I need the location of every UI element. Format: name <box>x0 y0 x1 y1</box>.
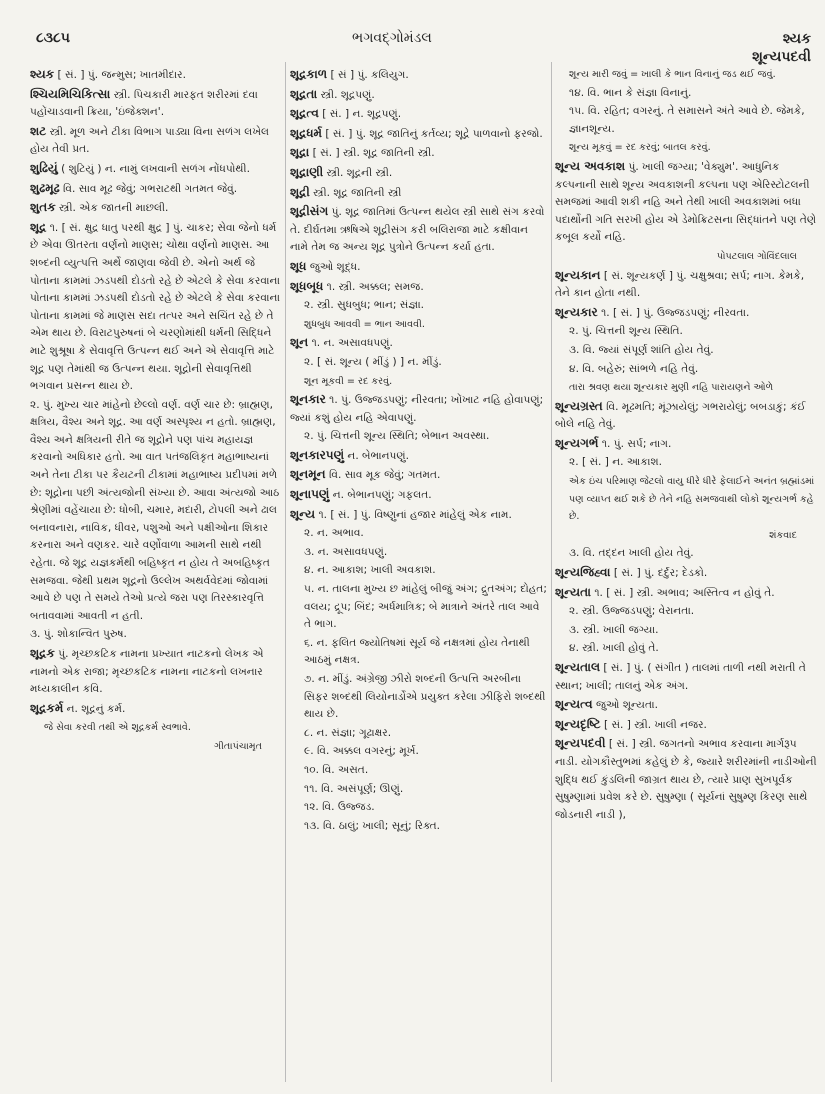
definition-text: શૂન મૂકવી = રદ કરવું. <box>304 375 393 387</box>
guide-words <box>752 30 811 66</box>
dictionary-entry <box>555 696 817 715</box>
dictionary-entry <box>290 334 548 353</box>
definition-text: ૪. ન. આકાશ; ખાલી અવકાશ. <box>304 564 436 577</box>
headword: શૂધબૂધ <box>290 278 324 293</box>
headword: શૂન્યપદવી <box>555 736 606 751</box>
dictionary-entry <box>30 719 282 737</box>
definition-text: વિ. સાવ મૂઢ જેવું; ગભરાટથી ગતમત જેવું. <box>59 182 238 195</box>
definition-text: એક ઇંચ પરિમાણ જેટલો વાયુ ધીરે ધીરે ફેલાઈને અનંત બ્રહ્માંડમાં પણ વ્યાપ્ત થઈ શકે છે તેને નહિ સમજવાથી લોકો શૂન્યગર્ભ કહે છે. <box>569 476 815 523</box>
dictionary-entry <box>290 562 548 580</box>
headword: શૂદ્રધર્મ <box>290 125 323 140</box>
dictionary-entry <box>30 123 282 159</box>
definition-text: [ સં. ] ન. શૂદ્રપણું. <box>318 108 402 121</box>
dictionary-entry <box>290 725 548 743</box>
definition-text: ૧. સ્ત્રી. અક્કલ; સમજ. <box>323 280 424 293</box>
definition-text: પું. ખાલી જગ્યા; 'વેક્યુમ'. આધુનિક કલ્પનાની સાથે શૂન્ય અવકાશની કલ્પના પણ એરિસ્ટોટલની સમજમાં આવી શકી નહિ અને તેથી ખાલી અવકાશમાં બધા પદાર્થોની ગતિ સરખી હોય એ ડેમોક્રિટસના સિદ્ધાંતને પણ તેણે કબૂલ કર્યો નહિ. <box>555 160 817 244</box>
dictionary-entry <box>555 584 817 603</box>
definition-text: ૧૧. વિ. અસંપૂર્ણ; ઊણું. <box>304 782 404 795</box>
dictionary-entry <box>30 66 282 85</box>
column-1 <box>30 66 282 1086</box>
definition-text: શુધબુધ આવવી = ભાન આવવી. <box>304 318 425 330</box>
dictionary-entry <box>290 799 548 817</box>
dictionary-entry <box>290 278 548 297</box>
headword: શૂન્યદૃષ્ટિ <box>555 716 601 731</box>
dictionary-entry <box>555 454 817 472</box>
headword: શૂનકારપણું <box>290 447 345 462</box>
definition-text: વિ. સાવ મૂક જેવું; ગતમત. <box>325 469 441 482</box>
definition-text: ૩. વિ. જ્યાં સંપૂર્ણ શાંતિ હોય તેવું. <box>569 343 714 356</box>
definition-text: ન. બેભાનપણું. <box>344 449 410 462</box>
dictionary-entry <box>555 361 817 379</box>
guide-word-last: શૂન્યપદવી <box>752 49 811 65</box>
headword: શૂનકાર <box>290 392 326 407</box>
headword: શૂન્યજિહ્વા <box>555 565 611 580</box>
dictionary-entry <box>290 66 548 85</box>
definition-text: જુઓ શૂદ્ધ. <box>306 260 361 273</box>
dictionary-entry <box>30 199 282 218</box>
definition-text: [ સં. ] સ્ત્રી. શૂદ્ર જાતિની સ્ત્રી. <box>309 147 435 160</box>
dictionary-entry <box>290 506 548 525</box>
dictionary-entry <box>555 398 817 434</box>
dictionary-entry <box>30 86 282 122</box>
dictionary-entry <box>555 342 817 360</box>
definition-text: શંકવાદ <box>769 529 797 541</box>
headword: શૂદ્રાણી <box>290 164 324 179</box>
headword: શૂદ્રત્વ <box>290 106 319 121</box>
definition-text: ૨. પું. ચિત્તની શૂન્ય સ્થિતિ. <box>569 325 683 338</box>
dictionary-entry <box>290 743 548 761</box>
definition-text: ૯. વિ. અક્કલ વગરનું; મૂર્ખ. <box>304 745 419 758</box>
definition-text: પોપટલાલ ગોવિંદલાલ <box>716 250 797 262</box>
headword: શૂધ <box>290 258 307 273</box>
dictionary-entry <box>290 373 548 391</box>
headword: શૂદ્ર <box>30 219 47 234</box>
headword: શૂન્યત્વ <box>555 697 593 712</box>
definition-text: ૮. ન. સંજ્ઞા; ગૂઢાક્ષર. <box>304 726 392 739</box>
headword: શૂન્ય અવકાશ <box>555 158 626 173</box>
dictionary-entry <box>30 397 282 626</box>
dictionary-entry <box>290 581 548 634</box>
headword: શ્ચિયમિચિકિત્સા <box>30 86 111 101</box>
dictionary-entry <box>290 818 548 836</box>
headword: શૂન્યતા <box>555 584 591 599</box>
definition-text: વિ. મૂઢમતિ; મૂંઝાયેલું; ગભરાયેલું; બબડાકું; કંઈ બોલે નહિ તેવું. <box>555 400 806 431</box>
dictionary-entry <box>30 626 282 644</box>
dictionary-entry <box>290 354 548 372</box>
headword: શૂદ્રક <box>30 646 55 660</box>
definition-text: ૨. પું. મુખ્ય ચાર માંહેનો છેલ્લો વર્ણ. વર્ણ ચાર છે: બ્રાહ્મણ, ક્ષત્રિય, વૈશ્ય અને શૂદ્ર. આ વર્ણ અસ્પૃશ્ય ન હતો. બ્રાહ્મણ, વૈશ્ય અને ક્ષત્રિયની રીતે જ શૂદ્રોને પણ પાંચ મહાયજ્ઞ કરવાનો અધિકાર હતો. આ વાત પતંજલિકૃત મહાભાષ્યનાં અને તેના ટીકા પર કૈયટની ટીકામાં મહાભાષ્ય પ્રદીપમાં મળે છે: શૂદ્રોના પછી અંત્યજોની સંખ્યા છે. આવા અંત્યજો આઠ શ્રેણીમાં વહેંચાયા છે: ધોબી, ચમાર, મદારી, ટોપલી અને ઢાલ બનાવનારા, નાવિક, ધીવર, પશુઓ અને પક્ષીઓના શિકાર કરનારા અને વણકર. ચારે વર્ણોવાળા આમની સાથે નથી રહેતા. જે શૂદ્ર યજ્ઞકર્મથી બહિષ્કૃત ન હોય તે અબહિષ્કૃત સમજવા. જેથી પ્રથમ શૂદ્રનો ઉલ્લેખ અથર્વવેદમાં જોવામાં આવે છે પણ તે સમયે તેઓ પ્રત્યે જરા પણ તિરસ્કારવૃત્તિ બતાવવામાં આવતી ન હતી. <box>30 398 280 622</box>
dictionary-entry <box>555 304 817 323</box>
definition-text: ૧. ન. અસાવધપણું. <box>308 337 393 350</box>
page-number: ૮૩૮૫ <box>36 30 70 46</box>
dictionary-entry <box>555 158 817 247</box>
definition-text: ૨. [ સં. શૂન્ય ( મીંડું ) ] ન. મીંડું. <box>304 355 442 368</box>
column-divider <box>551 62 552 1082</box>
definition-text: સ્ત્રી. એક જાતની માછલી. <box>55 202 169 215</box>
definition-text: ૧. [ સં. ક્ષુદ્ર ધાતુ પરથી ક્ષુદ્ર ] પું. ચાકર; સેવા જેનો ધર્મ છે એવા ઊતરતા વર્ણનો માણસ; ચોથા વર્ણનો માણસ. આ શબ્દની વ્યુત્પત્તિ અર્થે જાણવા જેવી છે. એનો અર્થ જે પોતાના કામમાં ઝડપથી દોડતો રહે છે એટલે કે સેવા કરવાના પોતાના કામમાં ઝડપથી દોડતો રહે છે એટલે કે સેવા કરવાના પોતાના કામમાં જે માણસ સદા તત્પર અને સચિંત રહે છે તે એમ થાય છે. વિરાટપુરુષનાં બે ચરણોમાંથી ધર્મની સિદ્ધિને માટે શુશ્રૂષા કે સેવાવૃત્તિ ઉત્પન્ન થઈ અને એ સેવાવૃત્તિ માટે શૂદ્ર પણ તેમાંથી જ ઉત્પન્ન થયા. શૂદ્રોની સેવાવૃત્તિથી ભગવાન પ્રસન્ન થાય છે. <box>30 221 281 393</box>
dictionary-entry <box>555 473 817 526</box>
definition-text: જુઓ શૂન્યતા. <box>592 699 658 712</box>
headword: શૂન્ય <box>290 506 316 521</box>
definition-text: ન. બેભાનપણું; ગફલત. <box>329 489 432 502</box>
dictionary-entry <box>290 86 548 105</box>
definition-text: ૩. વિ. તદ્દન ખાલી હોય તેવું. <box>569 547 694 560</box>
dictionary-entry <box>290 762 548 780</box>
definition-text: સ્ત્રી. મૂળ અને ટીકા વિભાગ પાડ્યા વિના સળંગ લખેલ હોય તેવી પ્રત. <box>30 125 270 156</box>
dictionary-entry <box>30 645 282 699</box>
definition-text: જે સેવા કરવી તથી એ શૂદ્રકર્મ સ્વભાવે. <box>44 722 191 734</box>
definition-text: ૨. [ સં. ] ન. આકાશ. <box>569 456 662 469</box>
definition-text: સ્ત્રી. શૂદ્રની સ્ત્રી. <box>323 166 393 179</box>
definition-text: ૩. પું. શોકાન્વિત પુરુષ. <box>30 628 127 641</box>
dictionary-entry <box>290 144 548 163</box>
dictionary-entry <box>30 219 282 396</box>
dictionary-entry <box>30 180 282 199</box>
headword: શુઢમૂઢ <box>30 180 60 195</box>
dictionary-entry <box>290 203 548 257</box>
definition-text: ૨. ન. અભાવ. <box>304 527 364 540</box>
headword: શૂદ્રી <box>290 184 310 199</box>
dictionary-entry <box>555 716 817 735</box>
dictionary-entry <box>290 544 548 562</box>
headword: શૂનમૂન <box>290 467 326 482</box>
headword: શુતક <box>30 200 56 215</box>
headword: શૂનાપણું <box>290 487 330 502</box>
definition-text: [ સં. ] પું. દર્દુર; દેડકો. <box>610 567 708 580</box>
dictionary-entry <box>290 258 548 277</box>
guide-word-first: શ્યક <box>782 31 811 47</box>
definition-text: સ્ત્રી. શૂદ્ર જાતિની સ્ત્રી <box>309 186 402 199</box>
dictionary-entry <box>290 486 548 505</box>
dictionary-entry <box>290 391 548 427</box>
dictionary-entry <box>290 428 548 446</box>
definition-text: [ સં ] પું. કલિયુગ. <box>327 69 409 81</box>
dictionary-entry <box>30 700 282 719</box>
dictionary-entry <box>555 379 817 397</box>
headword: શૂદ્રકાળ <box>290 67 328 81</box>
definition-text: ૧. [ સં. ] સ્ત્રી. અભાવ; અસ્તિત્વ ન હોવું તે. <box>591 586 775 599</box>
dictionary-entry <box>555 603 817 621</box>
definition-text: શૂન્ય મૂકવું = રદ કરવું; બાતલ કરવું. <box>569 142 711 154</box>
dictionary-entry <box>555 85 817 103</box>
definition-text: ૧. પું. ઉજ્જડપણું; નીરવતા; ખોંખાટ નહિ હોવાપણું; જ્યાં કશું હોય નહિ એવાપણું. <box>290 394 544 424</box>
dictionary-entry <box>555 267 817 303</box>
definition-text: ૨. સ્ત્રી. સુધબુધ; ભાન; સંજ્ઞા. <box>304 299 425 312</box>
definition-text: ૧૦. વિ. અસત. <box>304 763 369 776</box>
dictionary-entry <box>290 447 548 466</box>
definition-text: ન. શૂદ્રનું કર્મ. <box>63 702 126 715</box>
definition-text: ૪. વિ. બહેરું; સાંભળે નહિ તેવું. <box>569 362 699 375</box>
dictionary-entry <box>555 527 817 545</box>
definition-text: ૧. [ સં. ] પું. ઉજ્જડપણું; નીરવતા. <box>597 306 750 319</box>
dictionary-entry <box>555 435 817 454</box>
definition-text: શૂન્ય મારી જવું = ખાલી કે ભાન વિનાનું જડ થઈ જવું. <box>569 69 776 80</box>
definition-text: ૪. સ્ત્રી. ખાલી હોવું તે. <box>569 642 659 655</box>
dictionary-entry <box>290 635 548 670</box>
dictionary-entry <box>555 640 817 658</box>
definition-text: સ્ત્રી. પિચકારી મારફત શરીરમાં દવા પહોંચાડવાની ક્રિયા, 'ઇંજેક્શન'. <box>30 88 258 119</box>
dictionary-entry <box>555 323 817 341</box>
definition-text: ૧૨. વિ. ઉજ્જડ. <box>304 801 375 814</box>
headword: શુઢિયું <box>30 160 58 175</box>
headword: શટ <box>30 123 47 138</box>
definition-text: ૭. ન. મીંડું. અંગ્રેજી ઝીરો શબ્દની ઉત્પત્તિ અરબીના સિફર શબ્દથી લિયોનાર્ડોએ પ્રયુક્ત કરેલા ઝીફિરો શબ્દથી થાય છે. <box>304 673 546 721</box>
definition-text: ૬. ન. ફલિત જ્યોતિષમાં સૂર્ય જે નક્ષત્રમાં હોય તેનાથી આઠમું નક્ષત્ર. <box>304 636 530 667</box>
headword: શૂન્યકાર <box>555 304 598 319</box>
definition-text: પું. મૃચ્છકટિક નામના પ્રખ્યાત નાટકનો લેખક એ નામનો એક રાજા; મૃચ્છકટિક નામના નાટકનો લખનાર મધ્યકાલીન કવિ. <box>30 648 264 696</box>
dictionary-entry <box>555 622 817 640</box>
dictionary-entry <box>30 738 282 756</box>
running-title: ભગવદ્ગોમંડલ <box>352 30 432 46</box>
headword: શૂન <box>290 335 309 350</box>
headword: શૂન્યગર્ભ <box>555 435 599 450</box>
headword: શૂદ્રકર્મ <box>30 700 64 715</box>
definition-text: ૨. સ્ત્રી. ઉજ્જડપણું; વેરાનતા. <box>569 605 695 618</box>
definition-text: ૧૫. વિ. રહિત; વગરનું. તે સમાસને અંતે આવે છે. જેમકે, જ્ઞાનશૂન્ય. <box>569 105 805 135</box>
definition-text: ૧. [ સં. ] પું. વિષ્ણુનાં હજાર માંહેલું એક નામ. <box>315 508 512 521</box>
definition-text: તારા શ્રવણ થયા શૂન્યકાર મુણી નહિ પારાયણને ઓળે <box>569 382 774 394</box>
dictionary-entry <box>290 781 548 799</box>
dictionary-entry <box>555 545 817 563</box>
definition-text: [ સં. ] સ્ત્રી. ખાલી નજર. <box>600 718 707 731</box>
definition-text: [ સં. ] પું. જન્મુસ; ખાતમીદાર. <box>54 69 186 81</box>
dictionary-entry <box>290 184 548 203</box>
dictionary-entry <box>555 564 817 583</box>
dictionary-entry <box>290 105 548 124</box>
headword: શૂન્યતાલ <box>555 660 601 674</box>
headword: શૂન્યગ્રસ્ત <box>555 398 603 413</box>
headword: શૂદ્રતા <box>290 86 318 101</box>
dictionary-entry <box>290 297 548 315</box>
headword: શૂદ્રા <box>290 145 310 160</box>
definition-text: ૫. ન. તાલના મુખ્ય છ માંહેલું બીજું અંગ; દ્રુતઅંગ; દોહત; વલય; દ્રૂપ; બિંદ; અર્ધમાત્રિક; બે માત્રાને અંતરે તાલ આવે તે ભાગ. <box>304 583 547 631</box>
definition-text: [ સં. ] પું. શૂદ્ર જાતિનું કર્તવ્ય; શૂદ્રે પાળવાનો ફરજો. <box>322 127 543 140</box>
definition-text: [ સં. શૂન્યકર્ણ ] પું. ચક્ષુશ્રવા; સર્પ; નાગ. કેમકે, તેને કાન હોતા નથી. <box>555 269 805 300</box>
dictionary-entry <box>555 66 817 84</box>
dictionary-entry <box>555 248 817 266</box>
dictionary-entry <box>555 103 817 138</box>
definition-text: [ સં. ] પું. ( સંગીત ) તાલમાં તાળી નથી મરાતી તે સ્થાન; ખાલી; તાલનું એક અંગ. <box>555 662 806 692</box>
definition-text: સ્ત્રી. શૂદ્રપણું. <box>317 88 375 101</box>
definition-text: ગીતાપંચામૃત <box>214 740 262 752</box>
definition-text: ૧૪. વિ. ભાન કે સંજ્ઞા વિનાનું. <box>569 86 692 99</box>
dictionary-entry <box>30 160 282 179</box>
dictionary-entry <box>555 139 817 157</box>
dictionary-entry <box>290 525 548 543</box>
headword: શૂદ્રીસંગ <box>290 204 329 219</box>
dictionary-entry <box>290 466 548 485</box>
dictionary-entry <box>290 671 548 724</box>
definition-text: ૨. પું. ચિત્તની શૂન્ય સ્થિતિ; બેભાન અવસ્થા. <box>304 430 490 443</box>
definition-text: ૩. સ્ત્રી. ખાલી જગ્યા. <box>569 623 659 636</box>
dictionary-entry <box>555 659 817 695</box>
definition-text: [ સં. ] સ્ત્રી. જગતનો અભાવ કરવાના માર્ગરૂપ નાડી. યોગકૌસ્તુભમાં કહેલું છે કે, જ્યારે શરીરમાંની નાડીઓની શુદ્ધિ થઈ કુંડલિની જાગ્રત થાય છે, ત્યારે પ્રાણ સુખપૂર્વક સુષુમ્ણામાં પ્રવેશ કરે છે. સુષુમ્ણા ( સૂર્યનાં સુષુમ્ણ કિરણ સાથે જોડનારી નાડી ), <box>555 738 817 821</box>
column-divider <box>285 62 286 1082</box>
definition-text: ૧. પું. સર્પ; નાગ. <box>598 437 672 450</box>
column-3 <box>555 66 817 1086</box>
dictionary-entry <box>290 125 548 144</box>
definition-text: ૧૩. વિ. ઠાલું; ખાલી; સૂનું; રિક્ત. <box>304 819 441 832</box>
definition-text: ૩. ન. અસાવધપણું. <box>304 545 388 558</box>
dictionary-entry <box>290 316 548 334</box>
dictionary-entry <box>555 735 817 824</box>
headword: શૂન્યકાન <box>555 267 601 282</box>
dictionary-entry <box>290 164 548 183</box>
column-2 <box>290 66 548 1086</box>
headword: શ્યક <box>30 67 55 81</box>
definition-text: ( શુટિયું ) ન. નામું લખવાની સળંગ નોંધપોથી. <box>57 162 250 175</box>
definition-text: પું. શૂદ્ર જાતિમાં ઉત્પન્ન થયેલ સ્ત્રી સાથે સંગ કરવો તે. દીર્ઘતમા ઋષિએ શૂદ્રીસંગ કરી બલિરાજા માટે કક્ષીવાન નામે તેમ જ અન્ય શૂદ્ર પુત્રોને ઉત્પન્ન કર્યા હતા. <box>290 206 545 254</box>
